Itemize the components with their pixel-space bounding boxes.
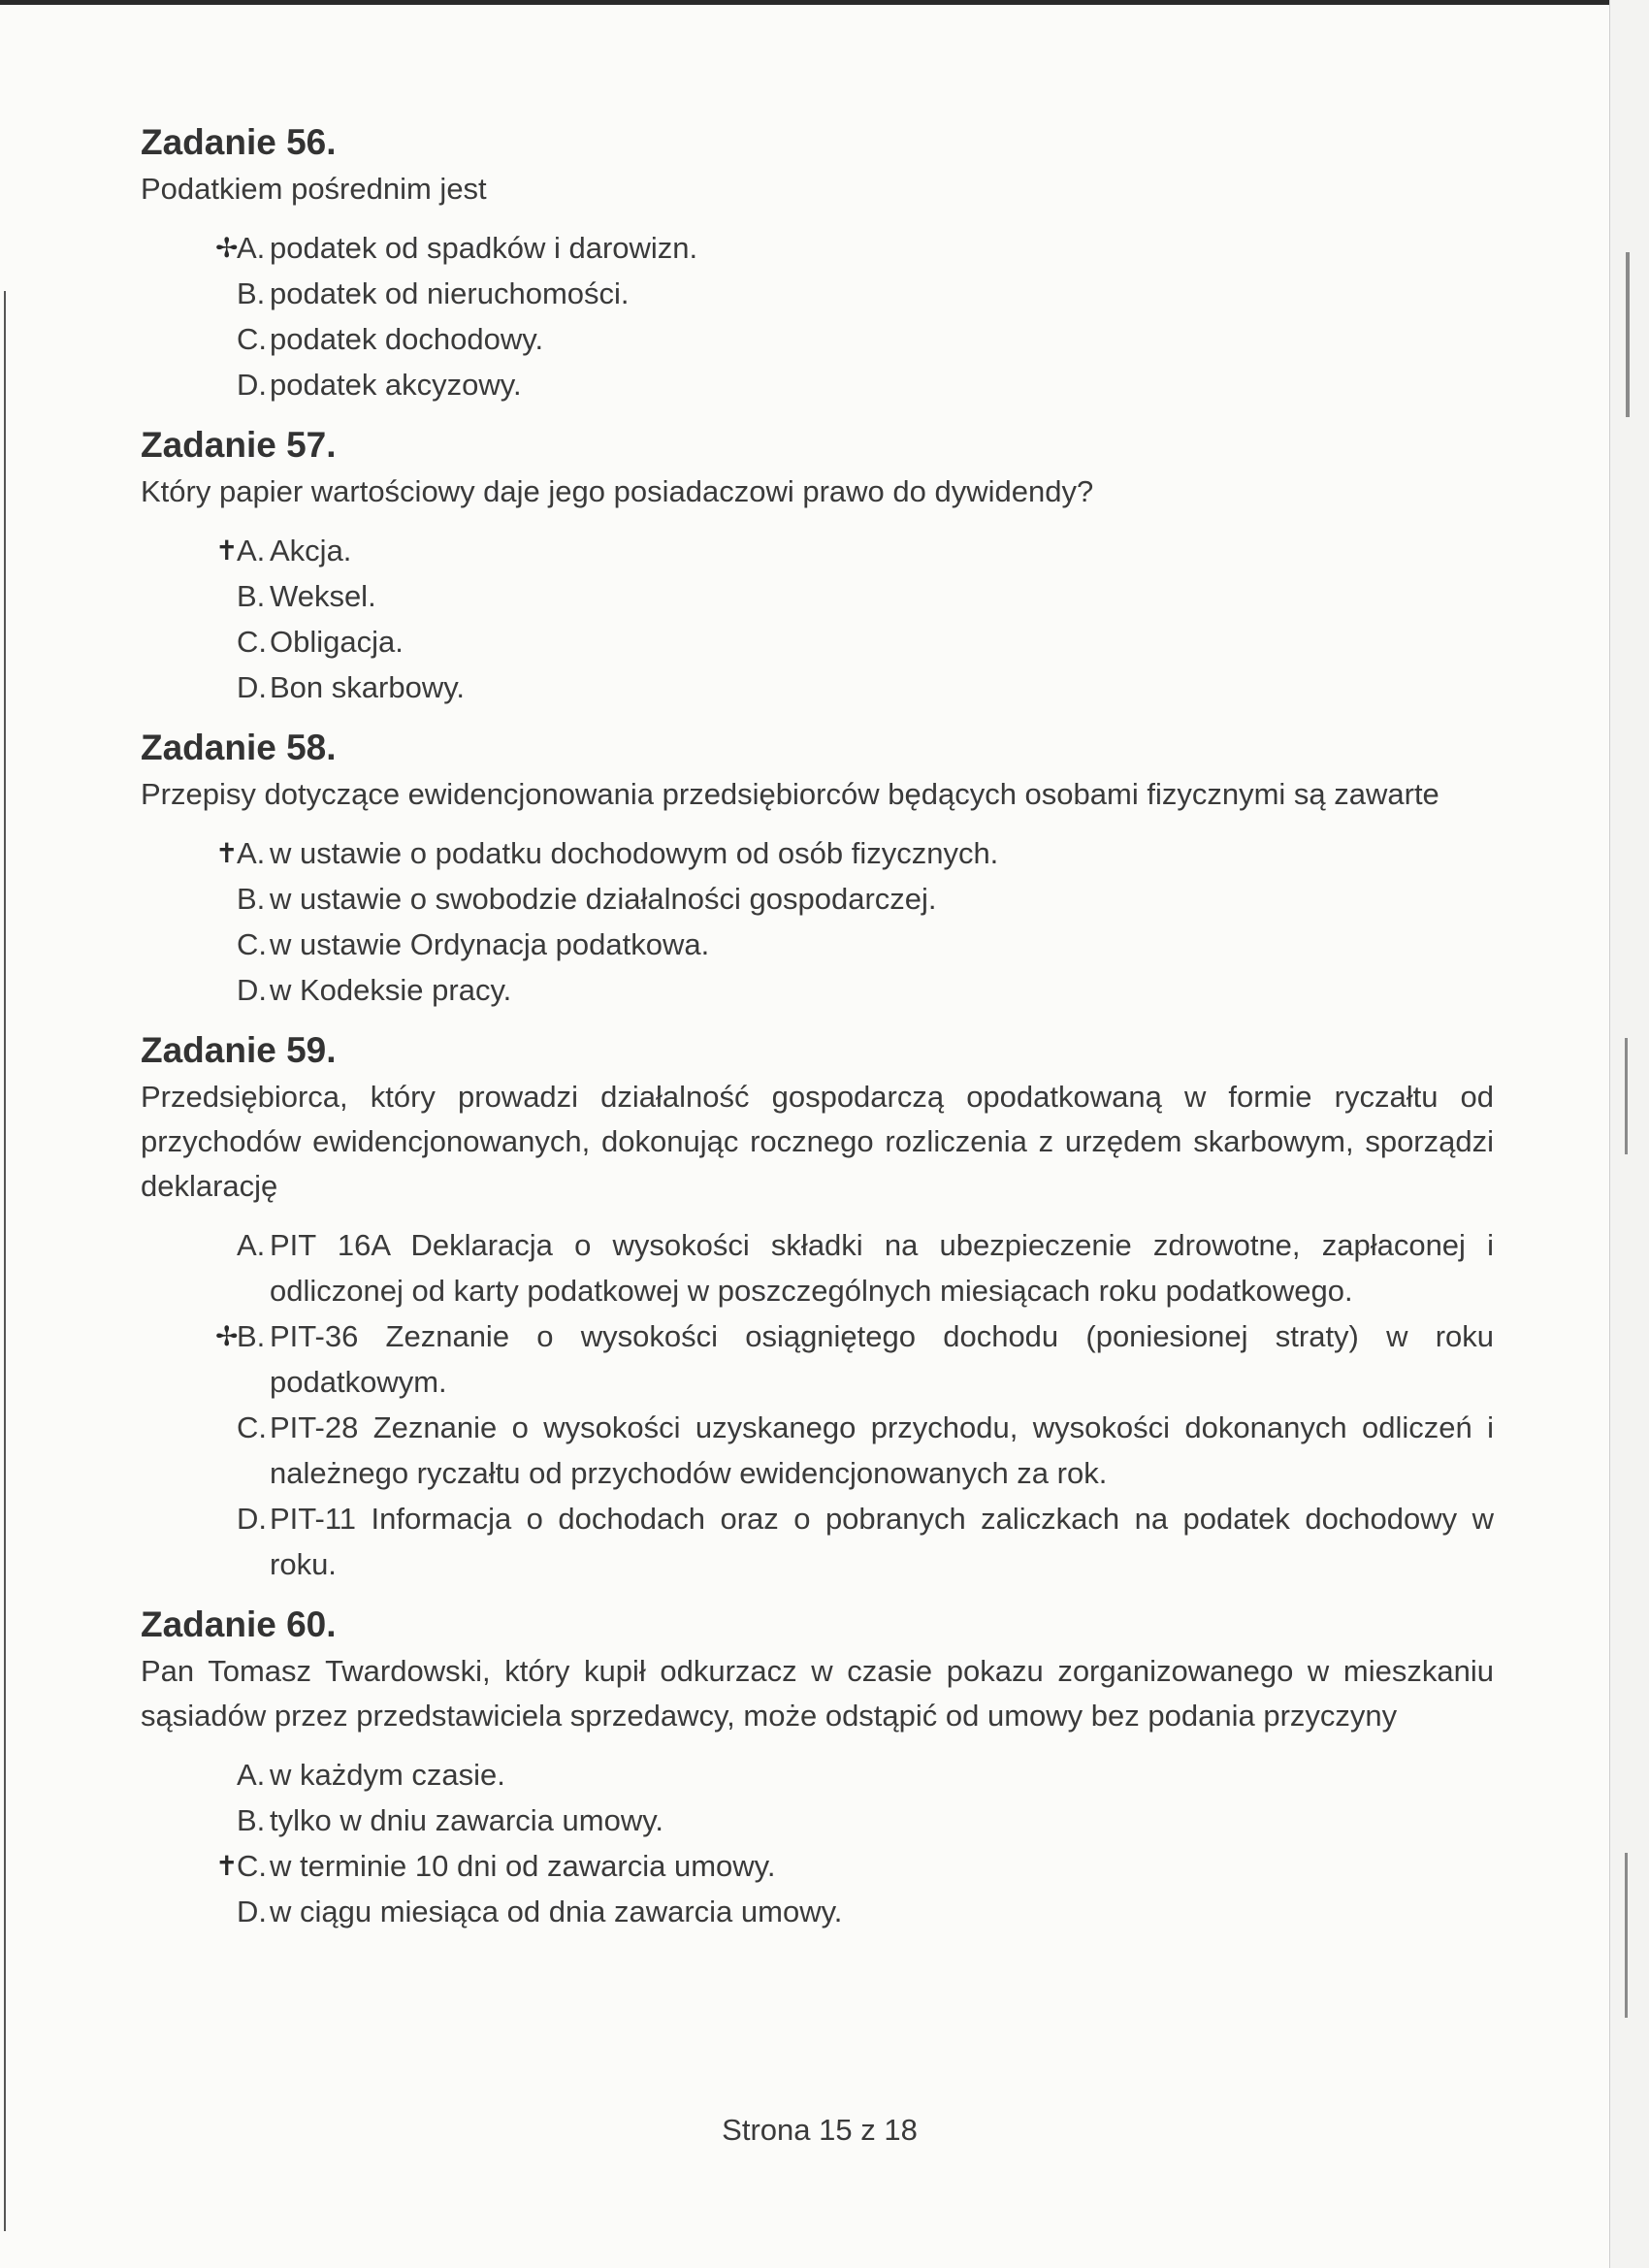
answer-letter-cell [141, 876, 270, 922]
answer-letter-cell [141, 316, 270, 362]
answer-option [141, 664, 1494, 710]
handwritten-mark-icon: ✢ [215, 233, 239, 263]
task-block [141, 421, 1494, 710]
task-block [141, 1601, 1494, 1934]
answer-option [141, 1313, 1494, 1405]
handwritten-mark-icon: ✝ [215, 1851, 239, 1881]
answer-letter-cell [141, 362, 270, 407]
answer-option [141, 619, 1494, 664]
answer-letter: D. [237, 670, 267, 704]
answer-option [141, 225, 1494, 271]
task-block [141, 118, 1494, 407]
answer-option [141, 271, 1494, 316]
answer-text: podatek dochodowy. [270, 322, 544, 356]
scan-artifact [1625, 1038, 1628, 1154]
answer-option [141, 316, 1494, 362]
task-question: Przedsiębiorca, który prowadzi działalność gospodarczą opodatkowaną w formie ryczałtu od przychodów ewidencjonowanych, dokonując rocznego rozliczenia z urzędem skarbowym, sporządzi deklarację [141, 1080, 1494, 1203]
answer-option [141, 876, 1494, 922]
exam-page [141, 118, 1494, 1948]
answer-letter: C. [237, 1410, 267, 1444]
answer-letter: A. [237, 231, 266, 265]
answer-option [141, 1496, 1494, 1587]
answer-list [141, 1222, 1494, 1587]
answer-text: PIT-28 Zeznanie o wysokości uzyskanego przychodu, wysokości dokonanych odliczeń i należnego ryczałtu od przychodów ewidencjonowanych za rok. [270, 1410, 1494, 1490]
answer-letter: D. [237, 973, 267, 1007]
answer-letter-cell [141, 1405, 270, 1496]
answer-text: w ustawie o podatku dochodowym od osób fizycznych. [270, 836, 999, 870]
answer-text: PIT-11 Informacja o dochodach oraz o pobranych zaliczkach na podatek dochodowy w roku. [270, 1502, 1494, 1581]
answer-option [141, 1222, 1494, 1313]
answer-letter-cell [141, 664, 270, 710]
answer-option [141, 573, 1494, 619]
answer-option [141, 1889, 1494, 1934]
answer-text: w ciągu miesiąca od dnia zawarcia umowy. [270, 1895, 843, 1928]
answer-letter-cell [141, 1222, 270, 1313]
answer-letter-cell [141, 922, 270, 967]
answer-text: w ustawie Ordynacja podatkowa. [270, 927, 710, 961]
answer-letter-cell [141, 1313, 270, 1405]
answer-list [141, 528, 1494, 710]
answer-text: Weksel. [270, 579, 376, 613]
answer-option [141, 362, 1494, 407]
answer-letter-cell [141, 271, 270, 316]
task-title: Zadanie 60. [141, 1604, 337, 1644]
answer-list [141, 225, 1494, 407]
scan-artifact [1625, 1853, 1628, 2018]
answer-text: w ustawie o swobodzie działalności gospodarczej. [270, 882, 937, 916]
answer-letter: C. [237, 1849, 267, 1883]
answer-letter: B. [237, 276, 266, 310]
answer-letter-cell [141, 573, 270, 619]
answer-text: Bon skarbowy. [270, 670, 466, 704]
handwritten-mark-icon: ✝ [215, 838, 239, 868]
task-question: Przepisy dotyczące ewidencjonowania przedsiębiorców będących osobami fizycznymi są zawarte [141, 777, 1439, 811]
answer-letter-cell [141, 1889, 270, 1934]
answer-letter-cell [141, 830, 270, 876]
answer-text: tylko w dniu zawarcia umowy. [270, 1803, 664, 1837]
answer-letter-cell [141, 528, 270, 573]
answer-list [141, 830, 1494, 1013]
answer-letter: A. [237, 836, 266, 870]
task-title: Zadanie 59. [141, 1030, 337, 1070]
task-title: Zadanie 58. [141, 728, 337, 767]
answer-letter: B. [237, 882, 266, 916]
answer-option [141, 1752, 1494, 1798]
handwritten-mark-icon: ✢ [215, 1321, 239, 1351]
answer-option [141, 1405, 1494, 1496]
answer-letter: B. [237, 1803, 266, 1837]
answer-text: Obligacja. [270, 625, 404, 659]
answer-option [141, 830, 1494, 876]
answer-letter-cell [141, 1798, 270, 1843]
answer-letter-cell [141, 619, 270, 664]
answer-letter: D. [237, 1895, 267, 1928]
answer-option [141, 967, 1494, 1013]
answer-option [141, 922, 1494, 967]
answer-text: podatek od spadków i darowizn. [270, 231, 698, 265]
answer-text: PIT-36 Zeznanie o wysokości osiągniętego dochodu (poniesionej straty) w roku podatkowym. [270, 1319, 1494, 1399]
answer-text: w Kodeksie pracy. [270, 973, 512, 1007]
task-title: Zadanie 56. [141, 122, 337, 162]
answer-text: PIT 16A Deklaracja o wysokości składki na ubezpieczenie zdrowotne, zapłaconej i odliczonej od karty podatkowej w poszczególnych miesiącach roku podatkowego. [270, 1228, 1494, 1308]
task-question: Podatkiem pośrednim jest [141, 172, 487, 206]
answer-letter: D. [237, 1502, 267, 1536]
task-block [141, 724, 1494, 1013]
answer-letter: C. [237, 625, 267, 659]
answer-letter: B. [237, 579, 266, 613]
scan-top-edge [0, 0, 1610, 5]
answer-letter-cell [141, 1752, 270, 1798]
task-block [141, 1026, 1494, 1587]
task-question: Który papier wartościowy daje jego posiadaczowi prawo do dywidendy? [141, 474, 1094, 508]
answer-letter-cell [141, 967, 270, 1013]
task-title: Zadanie 57. [141, 425, 337, 465]
scan-artifact [1626, 252, 1630, 417]
answer-text: w każdym czasie. [270, 1758, 505, 1792]
answer-letter: A. [237, 534, 266, 567]
answer-option [141, 1798, 1494, 1843]
answer-option [141, 528, 1494, 573]
answer-letter: D. [237, 368, 267, 402]
scan-left-edge [4, 291, 6, 2231]
answer-letter: A. [237, 1228, 266, 1262]
handwritten-mark-icon: ✝ [215, 535, 239, 566]
answer-list [141, 1752, 1494, 1934]
answer-letter: A. [237, 1758, 266, 1792]
answer-text: podatek akcyzowy. [270, 368, 522, 402]
answer-letter: B. [237, 1319, 266, 1353]
answer-text: Akcja. [270, 534, 352, 567]
answer-text: w terminie 10 dni od zawarcia umowy. [270, 1849, 776, 1883]
answer-text: podatek od nieruchomości. [270, 276, 630, 310]
answer-letter-cell [141, 1843, 270, 1889]
answer-letter-cell [141, 1496, 270, 1587]
task-question: Pan Tomasz Twardowski, który kupił odkurzacz w czasie pokazu zorganizowanego w mieszkaniu sąsiadów przez przedstawiciela sprzedawcy, może odstąpić od umowy bez podania przyczyny [141, 1654, 1494, 1733]
answer-letter: C. [237, 322, 267, 356]
answer-letter: C. [237, 927, 267, 961]
answer-option [141, 1843, 1494, 1889]
answer-letter-cell [141, 225, 270, 271]
page-number: Strona 15 z 18 [722, 2113, 918, 2147]
